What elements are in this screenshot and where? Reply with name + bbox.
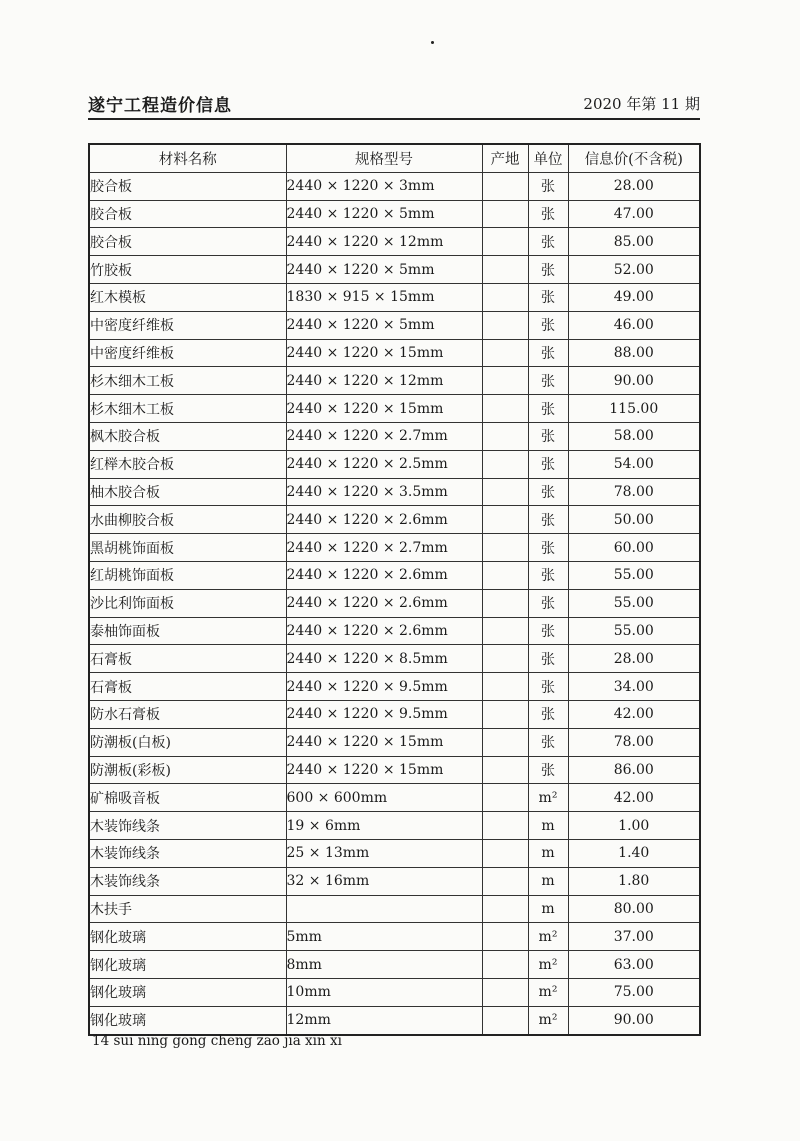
table-row xyxy=(89,450,700,478)
cell-origin xyxy=(482,617,528,645)
table-row xyxy=(89,951,700,979)
cell-origin xyxy=(482,923,528,951)
cell-unit: 张 xyxy=(528,756,568,784)
cell-spec: 2440 × 1220 × 2.6mm xyxy=(286,506,482,534)
table-row xyxy=(89,978,700,1006)
cell-material-name: 木装饰线条 xyxy=(89,867,286,895)
cell-origin xyxy=(482,228,528,256)
cell-origin xyxy=(482,311,528,339)
cell-spec: 32 × 16mm xyxy=(286,867,482,895)
cell-origin xyxy=(482,812,528,840)
table-row xyxy=(89,1006,700,1034)
cell-unit: 张 xyxy=(528,339,568,367)
cell-material-name: 钢化玻璃 xyxy=(89,1006,286,1034)
cell-price: 86.00 xyxy=(568,756,700,784)
cell-material-name: 水曲柳胶合板 xyxy=(89,506,286,534)
table-row xyxy=(89,172,700,200)
cell-price: 50.00 xyxy=(568,506,700,534)
column-header-name: 材料名称 xyxy=(89,144,286,172)
cell-price: 55.00 xyxy=(568,617,700,645)
cell-spec: 2440 × 1220 × 2.5mm xyxy=(286,450,482,478)
table-row xyxy=(89,506,700,534)
cell-material-name: 红木模板 xyxy=(89,283,286,311)
table-row xyxy=(89,700,700,728)
cell-spec: 2440 × 1220 × 5mm xyxy=(286,256,482,284)
table-row xyxy=(89,422,700,450)
cell-price: 90.00 xyxy=(568,1006,700,1034)
table-row xyxy=(89,923,700,951)
cell-material-name: 中密度纤维板 xyxy=(89,339,286,367)
table-row xyxy=(89,867,700,895)
cell-material-name: 木装饰线条 xyxy=(89,812,286,840)
cell-origin xyxy=(482,172,528,200)
cell-spec: 2440 × 1220 × 15mm xyxy=(286,756,482,784)
cell-origin xyxy=(482,478,528,506)
cell-price: 42.00 xyxy=(568,784,700,812)
table-body xyxy=(89,172,700,1034)
cell-price: 80.00 xyxy=(568,895,700,923)
cell-material-name: 钢化玻璃 xyxy=(89,951,286,979)
cell-price: 75.00 xyxy=(568,978,700,1006)
cell-spec: 2440 × 1220 × 2.6mm xyxy=(286,589,482,617)
cell-material-name: 枫木胶合板 xyxy=(89,422,286,450)
cell-origin xyxy=(482,395,528,423)
cell-unit: 张 xyxy=(528,645,568,673)
cell-material-name: 杉木细木工板 xyxy=(89,395,286,423)
cell-price: 37.00 xyxy=(568,923,700,951)
cell-price: 34.00 xyxy=(568,673,700,701)
cell-spec: 2440 × 1220 × 12mm xyxy=(286,367,482,395)
column-header-spec: 规格型号 xyxy=(286,144,482,172)
cell-material-name: 红胡桃饰面板 xyxy=(89,561,286,589)
table-row xyxy=(89,673,700,701)
cell-price: 58.00 xyxy=(568,422,700,450)
cell-origin xyxy=(482,506,528,534)
table-row xyxy=(89,895,700,923)
cell-spec: 2440 × 1220 × 9.5mm xyxy=(286,700,482,728)
cell-origin xyxy=(482,589,528,617)
cell-price: 47.00 xyxy=(568,200,700,228)
price-table xyxy=(88,143,701,1036)
cell-unit: 张 xyxy=(528,728,568,756)
cell-origin xyxy=(482,422,528,450)
cell-origin xyxy=(482,367,528,395)
table-row xyxy=(89,256,700,284)
table-row xyxy=(89,228,700,256)
cell-origin xyxy=(482,784,528,812)
table-row xyxy=(89,589,700,617)
cell-material-name: 防水石膏板 xyxy=(89,700,286,728)
table-row xyxy=(89,200,700,228)
cell-unit: 张 xyxy=(528,673,568,701)
table-row xyxy=(89,478,700,506)
cell-origin xyxy=(482,700,528,728)
page-header-issue: 2020 年第 11 期 xyxy=(583,95,700,113)
cell-price: 63.00 xyxy=(568,951,700,979)
table-row xyxy=(89,617,700,645)
cell-material-name: 木扶手 xyxy=(89,895,286,923)
cell-price: 42.00 xyxy=(568,700,700,728)
cell-origin xyxy=(482,339,528,367)
cell-unit: 张 xyxy=(528,172,568,200)
cell-origin xyxy=(482,895,528,923)
cell-spec: 25 × 13mm xyxy=(286,839,482,867)
cell-unit: m xyxy=(528,812,568,840)
cell-origin xyxy=(482,756,528,784)
cell-spec xyxy=(286,895,482,923)
cell-unit: m xyxy=(528,895,568,923)
cell-material-name: 胶合板 xyxy=(89,228,286,256)
cell-price: 54.00 xyxy=(568,450,700,478)
cell-material-name: 红榉木胶合板 xyxy=(89,450,286,478)
cell-spec: 2440 × 1220 × 9.5mm xyxy=(286,673,482,701)
cell-material-name: 石膏板 xyxy=(89,645,286,673)
page-footer: 14 sui ning gong cheng zao jia xin xi xyxy=(92,1033,342,1049)
page-header-title: 遂宁工程造价信息 xyxy=(88,96,232,116)
cell-origin xyxy=(482,951,528,979)
cell-price: 55.00 xyxy=(568,561,700,589)
cell-spec: 1830 × 915 × 15mm xyxy=(286,283,482,311)
cell-spec: 2440 × 1220 × 15mm xyxy=(286,339,482,367)
cell-spec: 2440 × 1220 × 2.7mm xyxy=(286,534,482,562)
cell-unit: m xyxy=(528,867,568,895)
table-row xyxy=(89,812,700,840)
header-divider xyxy=(88,118,700,120)
cell-unit: 张 xyxy=(528,506,568,534)
cell-origin xyxy=(482,256,528,284)
cell-material-name: 胶合板 xyxy=(89,200,286,228)
cell-price: 85.00 xyxy=(568,228,700,256)
cell-price: 1.80 xyxy=(568,867,700,895)
cell-material-name: 黑胡桃饰面板 xyxy=(89,534,286,562)
cell-price: 115.00 xyxy=(568,395,700,423)
cell-origin xyxy=(482,561,528,589)
column-header-price: 信息价(不含税) xyxy=(568,144,700,172)
table-row xyxy=(89,534,700,562)
table-row xyxy=(89,283,700,311)
cell-price: 88.00 xyxy=(568,339,700,367)
cell-material-name: 胶合板 xyxy=(89,172,286,200)
cell-unit: 张 xyxy=(528,589,568,617)
cell-spec: 2440 × 1220 × 2.6mm xyxy=(286,561,482,589)
table-row xyxy=(89,784,700,812)
cell-material-name: 钢化玻璃 xyxy=(89,923,286,951)
cell-spec: 8mm xyxy=(286,951,482,979)
cell-spec: 2440 × 1220 × 3mm xyxy=(286,172,482,200)
cell-unit: 张 xyxy=(528,283,568,311)
cell-spec: 12mm xyxy=(286,1006,482,1034)
cell-spec: 2440 × 1220 × 12mm xyxy=(286,228,482,256)
cell-unit: m² xyxy=(528,951,568,979)
cell-unit: m² xyxy=(528,784,568,812)
cell-spec: 600 × 600mm xyxy=(286,784,482,812)
cell-material-name: 泰柚饰面板 xyxy=(89,617,286,645)
cell-spec: 2440 × 1220 × 2.7mm xyxy=(286,422,482,450)
cell-unit: m xyxy=(528,839,568,867)
table-row xyxy=(89,756,700,784)
cell-unit: 张 xyxy=(528,228,568,256)
cell-price: 90.00 xyxy=(568,367,700,395)
cell-material-name: 沙比利饰面板 xyxy=(89,589,286,617)
cell-price: 55.00 xyxy=(568,589,700,617)
cell-price: 49.00 xyxy=(568,283,700,311)
table-header-row xyxy=(89,144,700,172)
cell-price: 1.00 xyxy=(568,812,700,840)
cell-origin xyxy=(482,200,528,228)
cell-price: 78.00 xyxy=(568,728,700,756)
cell-origin xyxy=(482,450,528,478)
cell-spec: 19 × 6mm xyxy=(286,812,482,840)
cell-origin xyxy=(482,978,528,1006)
cell-spec: 2440 × 1220 × 5mm xyxy=(286,200,482,228)
table-row xyxy=(89,839,700,867)
cell-unit: 张 xyxy=(528,200,568,228)
cell-unit: m² xyxy=(528,978,568,1006)
cell-price: 28.00 xyxy=(568,645,700,673)
table-row xyxy=(89,311,700,339)
cell-unit: 张 xyxy=(528,450,568,478)
table-row xyxy=(89,561,700,589)
cell-material-name: 防潮板(白板) xyxy=(89,728,286,756)
cell-origin xyxy=(482,839,528,867)
table-row xyxy=(89,367,700,395)
table-row xyxy=(89,395,700,423)
cell-price: 78.00 xyxy=(568,478,700,506)
cell-origin xyxy=(482,645,528,673)
cell-material-name: 防潮板(彩板) xyxy=(89,756,286,784)
cell-price: 28.00 xyxy=(568,172,700,200)
cell-unit: 张 xyxy=(528,395,568,423)
scan-dot xyxy=(431,41,434,44)
cell-spec: 2440 × 1220 × 3.5mm xyxy=(286,478,482,506)
cell-spec: 10mm xyxy=(286,978,482,1006)
cell-unit: 张 xyxy=(528,478,568,506)
cell-origin xyxy=(482,867,528,895)
cell-unit: 张 xyxy=(528,422,568,450)
cell-material-name: 杉木细木工板 xyxy=(89,367,286,395)
cell-unit: m² xyxy=(528,1006,568,1034)
cell-price: 52.00 xyxy=(568,256,700,284)
table-row xyxy=(89,339,700,367)
cell-origin xyxy=(482,283,528,311)
cell-material-name: 竹胶板 xyxy=(89,256,286,284)
table-row xyxy=(89,728,700,756)
cell-unit: m² xyxy=(528,923,568,951)
cell-spec: 2440 × 1220 × 8.5mm xyxy=(286,645,482,673)
cell-origin xyxy=(482,1006,528,1034)
cell-spec: 2440 × 1220 × 5mm xyxy=(286,311,482,339)
cell-unit: 张 xyxy=(528,700,568,728)
cell-material-name: 石膏板 xyxy=(89,673,286,701)
cell-material-name: 矿棉吸音板 xyxy=(89,784,286,812)
cell-origin xyxy=(482,534,528,562)
cell-unit: 张 xyxy=(528,617,568,645)
cell-material-name: 钢化玻璃 xyxy=(89,978,286,1006)
cell-spec: 2440 × 1220 × 15mm xyxy=(286,728,482,756)
cell-unit: 张 xyxy=(528,256,568,284)
cell-price: 60.00 xyxy=(568,534,700,562)
column-header-unit: 单位 xyxy=(528,144,568,172)
cell-spec: 2440 × 1220 × 15mm xyxy=(286,395,482,423)
cell-origin xyxy=(482,728,528,756)
cell-material-name: 中密度纤维板 xyxy=(89,311,286,339)
cell-origin xyxy=(482,673,528,701)
column-header-origin: 产地 xyxy=(482,144,528,172)
cell-spec: 5mm xyxy=(286,923,482,951)
cell-unit: 张 xyxy=(528,561,568,589)
cell-material-name: 木装饰线条 xyxy=(89,839,286,867)
cell-spec: 2440 × 1220 × 2.6mm xyxy=(286,617,482,645)
cell-price: 46.00 xyxy=(568,311,700,339)
table-row xyxy=(89,645,700,673)
cell-material-name: 柚木胶合板 xyxy=(89,478,286,506)
cell-price: 1.40 xyxy=(568,839,700,867)
cell-unit: 张 xyxy=(528,534,568,562)
cell-unit: 张 xyxy=(528,367,568,395)
cell-unit: 张 xyxy=(528,311,568,339)
